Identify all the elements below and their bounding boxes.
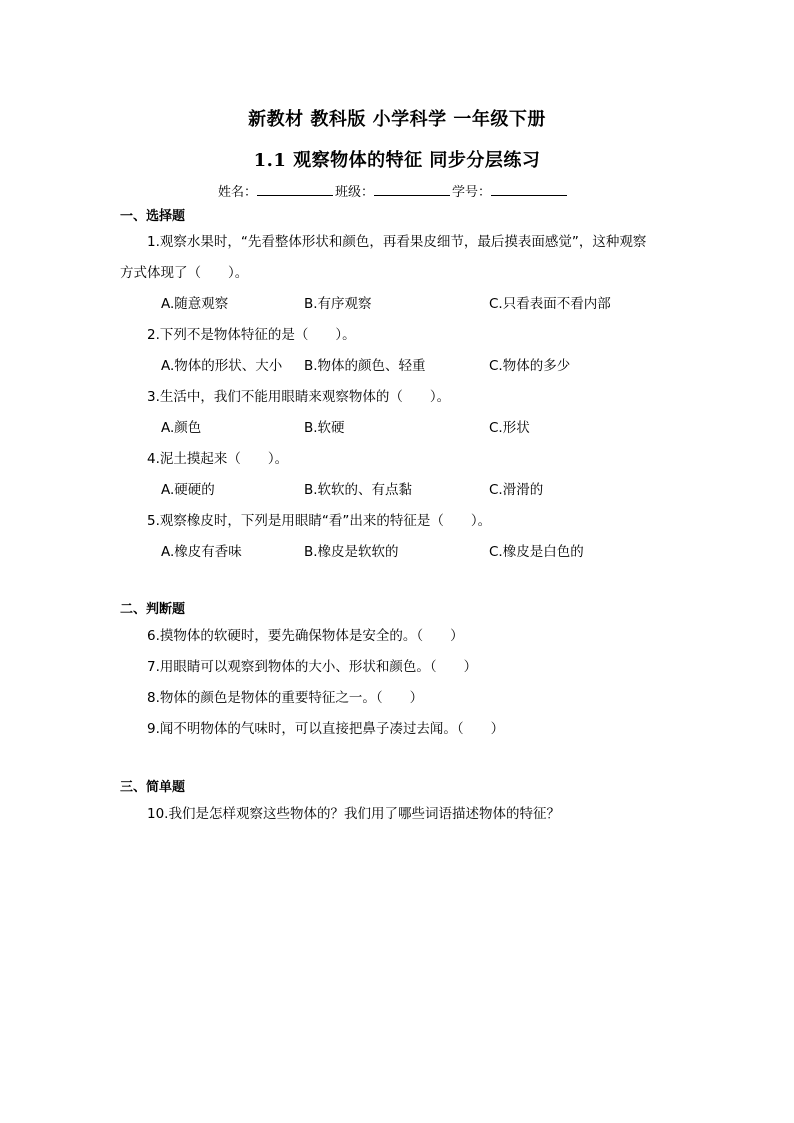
question-2-option-a: A.物体的形状、大小 xyxy=(161,358,283,374)
section-true-false: 二、判断题 xyxy=(120,602,186,617)
question-1-option-a: A.随意观察 xyxy=(161,296,229,312)
id-blank xyxy=(491,183,567,196)
name-label: 姓名： xyxy=(218,185,258,200)
question-2-option-c: C.物体的多少 xyxy=(489,358,571,374)
worksheet-title: 新教材 教科版 小学科学 一年级下册 xyxy=(248,109,546,130)
question-3-option-a: A.颜色 xyxy=(161,420,202,436)
class-label: 班级： xyxy=(335,185,375,200)
question-6: 6.摸物体的软硬时，要先确保物体是安全的。（ ） xyxy=(147,628,464,644)
question-5-option-c: C.橡皮是白色的 xyxy=(489,544,584,560)
question-4-option-c: C.滑滑的 xyxy=(489,482,544,498)
question-8: 8.物体的颜色是物体的重要特征之一。（ ） xyxy=(147,690,424,706)
question-1-option-c: C.只看表面不看内部 xyxy=(489,296,611,312)
question-10: 10.我们是怎样观察这些物体的？我们用了哪些词语描述物体的特征？ xyxy=(147,806,560,822)
question-1-line-1: 1.观察水果时，“先看整体形状和颜色，再看果皮细节，最后摸表面感觉”，这种观察 xyxy=(147,234,647,250)
question-4: 4.泥土摸起来（ ）。 xyxy=(147,451,289,467)
question-7: 7.用眼睛可以观察到物体的大小、形状和颜色。（ ） xyxy=(147,659,478,675)
question-5-option-a: A.橡皮有香味 xyxy=(161,544,242,560)
section-short-answer: 三、简单题 xyxy=(120,780,186,795)
section-multiple-choice: 一、选择题 xyxy=(120,209,186,224)
question-4-option-b: B.软软的、有点黏 xyxy=(304,482,413,498)
question-1-option-b: B.有序观察 xyxy=(304,296,372,312)
question-3-option-c: C.形状 xyxy=(489,420,530,436)
student-info-row xyxy=(218,181,569,200)
question-3-option-b: B.软硬 xyxy=(304,420,345,436)
question-3: 3.生活中，我们不能用眼睛来观察物体的（ ）。 xyxy=(147,389,451,405)
id-label: 学号： xyxy=(452,185,492,200)
question-5-option-b: B.橡皮是软软的 xyxy=(304,544,399,560)
class-blank xyxy=(374,183,450,196)
name-blank xyxy=(257,183,333,196)
question-5: 5.观察橡皮时，下列是用眼睛“看”出来的特征是（ ）。 xyxy=(147,513,492,529)
question-2: 2.下列不是物体特征的是（ ）。 xyxy=(147,327,356,343)
question-2-option-b: B.物体的颜色、轻重 xyxy=(304,358,426,374)
question-9: 9.闻不明物体的气味时，可以直接把鼻子凑过去闻。（ ） xyxy=(147,721,505,737)
question-4-option-a: A.硬硬的 xyxy=(161,482,215,498)
question-1-line-2: 方式体现了（ ）。 xyxy=(120,265,249,281)
lesson-title: 1.1 观察物体的特征 同步分层练习 xyxy=(253,150,541,171)
